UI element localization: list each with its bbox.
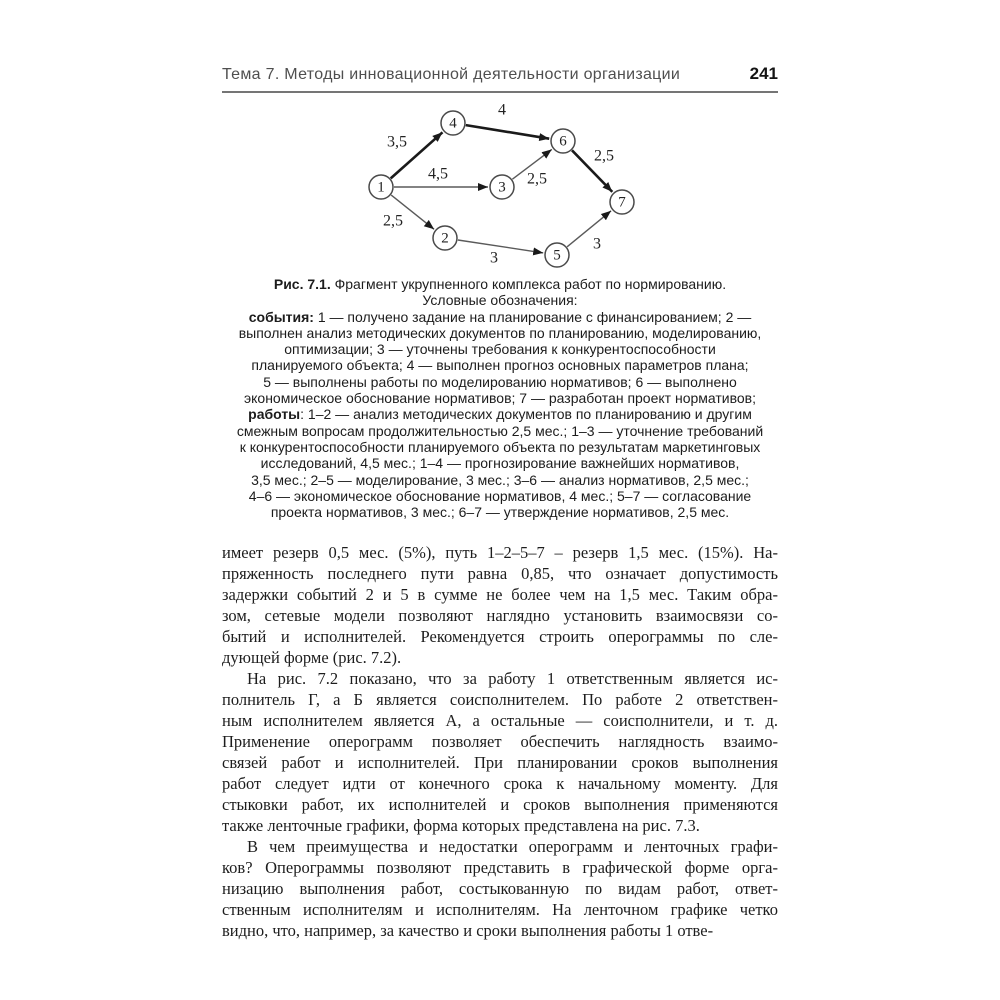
body-line: зом, сетевые модели позволяют наглядно установить взаимосвязи со- xyxy=(222,606,778,625)
caption-segment: Условные обозначения: xyxy=(422,292,578,309)
diagram-edge xyxy=(567,211,611,247)
edge-label: 2,5 xyxy=(527,170,547,188)
body-line: задержки событий 2 и 5 в сумме не более чем на 1,5 мес. Таким обра- xyxy=(222,585,778,604)
caption-line xyxy=(222,390,778,406)
node-label: 2 xyxy=(441,230,449,247)
node-label: 4 xyxy=(449,115,457,132)
caption-line xyxy=(222,276,778,292)
body-line: низацию выполнения работ, состыкованную по видам работ, ответ- xyxy=(222,879,778,898)
caption-segment: : 1–2 — анализ методических документов по планированию и другим xyxy=(300,406,752,423)
body-line: ков? Оперограммы позволяют представить в графической форме орга- xyxy=(222,858,778,877)
caption-segment: 3,5 мес.; 2–5 — моделирование, 3 мес.; 3–6 — анализ нормативов, 2,5 мес.; xyxy=(251,471,749,488)
body-line: На рис. 7.2 показано, что за работу 1 ответственным является ис- xyxy=(247,669,778,688)
body-line: Применение оперограмм позволяет обеспечить наглядность взаимо- xyxy=(222,732,778,751)
body-line: ственным исполнителям и исполнителям. На ленточном графике четко xyxy=(222,900,778,919)
caption-segment: оптимизации; 3 — уточнены требования к конкурентоспособности xyxy=(284,341,716,358)
figure-caption xyxy=(222,276,778,520)
node-label: 5 xyxy=(553,247,561,264)
caption-line xyxy=(222,292,778,308)
caption-segment: 1 — получено задание на планирование с финансированием; 2 — xyxy=(317,308,752,325)
body-line: пряженность последнего пути равна 0,85, что означает допустимость xyxy=(222,564,778,583)
body-line: видно, что, например, за качество и сроки выполнения работы 1 отве- xyxy=(222,921,714,940)
caption-segment: планируемого объекта; 4 — выполнен прогноз основных параметров плана; xyxy=(251,357,749,374)
page-header xyxy=(222,64,778,93)
caption-line xyxy=(222,488,778,504)
caption-segment: исследований, 4,5 мес.; 1–4 — прогнозирование важнейших нормативов, xyxy=(260,455,740,472)
body-line: также ленточные графики, форма которых представлена на рис. 7.3. xyxy=(222,816,700,835)
page-number: 241 xyxy=(749,64,778,83)
body-line: стыковки работ, их исполнителей и сроков выполнения применяются xyxy=(222,795,778,814)
node-label: 6 xyxy=(559,133,567,150)
edge-label: 3 xyxy=(593,235,601,253)
caption-segment: проекта нормативов, 3 мес.; 6–7 — утверждение нормативов, 2,5 мес. xyxy=(270,504,730,521)
body-line: В чем преимущества и недостатки оперограмм и ленточных графи- xyxy=(247,837,778,856)
edge-label: 4 xyxy=(498,101,506,119)
caption-line xyxy=(222,472,778,488)
body-paragraph xyxy=(222,668,778,836)
edge-label: 3,5 xyxy=(387,133,407,151)
caption-segment: Фрагмент укрупненного комплекса работ по нормированию. xyxy=(334,276,727,292)
diagram-edge xyxy=(466,125,549,139)
caption-line xyxy=(222,341,778,357)
caption-segment: 4–6 — экономическое обоснование нормативов, 4 мес.; 5–7 — согласование xyxy=(248,487,752,504)
caption-line xyxy=(222,357,778,373)
caption-line xyxy=(222,439,778,455)
body-line: работ следует идти от конечного срока к начальному моменту. Для xyxy=(222,774,778,793)
caption-segment: экономическое обоснование нормативов; 7 — разработан проект нормативов; xyxy=(243,390,756,407)
caption-line xyxy=(222,455,778,471)
node-label: 3 xyxy=(498,179,506,196)
caption-line xyxy=(222,423,778,439)
caption-line xyxy=(222,325,778,341)
edge-label: 4,5 xyxy=(428,165,448,183)
caption-line xyxy=(222,504,778,520)
body-line: полнитель Г, а Б является соисполнителем. По работе 2 ответствен- xyxy=(222,690,778,709)
caption-line xyxy=(222,309,778,325)
edge-label: 2,5 xyxy=(383,212,403,230)
body-line: дующей форме (рис. 7.2). xyxy=(222,648,402,667)
caption-segment: смежным вопросам продолжительностью 2,5 мес.; 1–3 — уточнение требований xyxy=(236,422,764,439)
edge-label: 2,5 xyxy=(594,147,614,165)
running-title: Тема 7. Методы инновационной деятельности организации xyxy=(222,66,681,83)
body-paragraph xyxy=(222,836,778,941)
caption-line xyxy=(222,374,778,390)
caption-line xyxy=(222,406,778,422)
body-line: бытий и исполнителей. Рекомендуется строить оперограммы по сле- xyxy=(222,627,778,646)
caption-bold-segment: события: xyxy=(248,308,318,325)
body-text xyxy=(222,542,778,941)
caption-segment: 5 — выполнены работы по моделированию нормативов; 6 — выполнено xyxy=(263,373,737,390)
caption-bold-segment: Рис. 7.1. xyxy=(273,276,335,292)
diagram-edge xyxy=(458,240,543,253)
caption-segment: к конкурентоспособности планируемого объекта по результатам маркетинговых xyxy=(239,438,761,455)
node-label: 1 xyxy=(377,179,385,196)
caption-segment: выполнен анализ методических документов по планированию, моделированию, xyxy=(238,324,762,341)
body-line: ным исполнителем является А, а остальные — соисполнители, и т. д. xyxy=(222,711,778,730)
caption-bold-segment: работы xyxy=(248,406,301,423)
body-line: имеет резерв 0,5 мес. (5%), путь 1–2–5–7 – резерв 1,5 мес. (15%). На- xyxy=(222,543,778,562)
node-label: 7 xyxy=(618,194,626,211)
edge-label: 3 xyxy=(490,249,498,267)
body-line: связей работ и исполнителей. При планировании сроков выполнения xyxy=(222,753,778,772)
figure-diagram xyxy=(350,95,670,280)
body-paragraph xyxy=(222,542,778,668)
